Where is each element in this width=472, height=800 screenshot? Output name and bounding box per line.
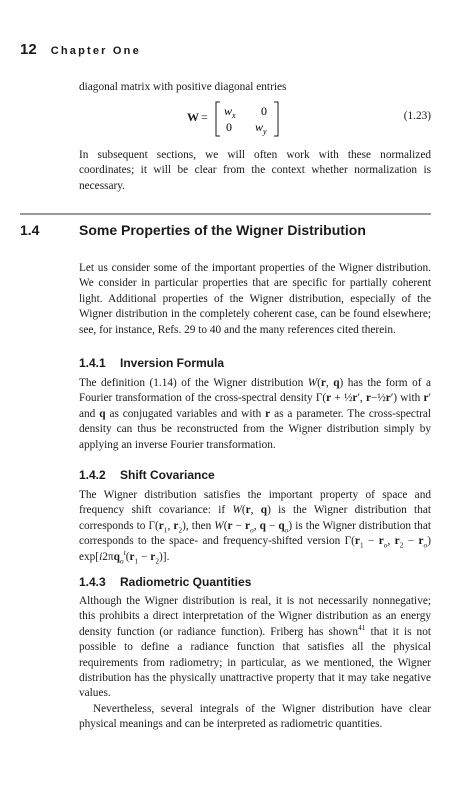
intro-text: diagonal matrix with positive diagonal entries [79,81,287,93]
subsection-3-title: Radiometric Quantities [120,575,252,589]
equation-number: (1.23) [403,110,431,122]
section-body: Let us consider some of the important properties of the Wigner distribution. We consider in particular properties that are specific for partially coherent light. Additional properties of the Wigner distribution, especially of the Wigner distribution in the completely coherent case, can be found elsewhere; see, for instance, Refs. 29 to 40 and the many references cited therein. [79,262,431,336]
subsection-heading-2 [79,468,215,482]
intro-paragraph [79,80,431,95]
matrix [215,100,279,138]
shift-covariance-paragraph [79,488,431,565]
equation-lhs: W [187,110,199,124]
section-intro-paragraph [79,261,431,338]
inversion-formula-paragraph [79,376,431,453]
reference-superscript: 41 [358,623,366,633]
running-header [20,41,141,59]
equation-equals: = [201,110,208,124]
subsection-heading-3 [79,575,251,589]
chapter-label: Chapter One [50,45,141,57]
section-divider [20,213,431,215]
section-number: 1.4 [20,222,40,238]
subsection-1-number: 1.4.1 [79,356,106,370]
after-equation-paragraph [79,148,431,194]
subsection-2-title: Shift Covariance [120,468,215,482]
matrix-m22: $w_y$ [255,120,267,136]
matrix-m12: 0 [261,104,267,118]
inversion-formula-text: The definition (1.14) of the Wigner distribution W(r, q) has the form of a Fourier transformation of the cross-spectral density Γ(r + ½r′, r−½r′) with r′ and q as conjugated variables and with r as a parameter. The cross-spectral density can thus be reconstructed from the Wigner distribution simply by applying an inverse Fourier transformation. [79,377,432,451]
subsection-3-number: 1.4.3 [79,575,106,589]
subsection-heading-1 [79,356,224,370]
section-title: Some Properties of the Wigner Distribution [79,222,366,238]
radiometric-paragraph-1: Although the Wigner distribution is real, it is not necessarily nonnegative; this prohibits a direct interpretation of the Wigner distribution as an energy density function (or radiance function). Friberg has shown$^{41}$ that it is not possible to define a radiance function that satisfies all the physical requirements from radiometry; in particular, as we mentioned, the Wigner distribution has the physically unattractive property that it may take negative values. [79,595,431,700]
after-equation-text: In subsequent sections, we will often work with these normalized coordinates; it will be clear from the context whether normalization is necessary. [79,149,431,192]
page-number: 12 [20,41,37,58]
matrix-m11: $w_x$ [224,104,236,120]
left-bracket [216,102,220,136]
radiometric-quantities-paragraphs [79,594,431,733]
matrix-m21: 0 [226,120,232,134]
subsection-1-title: Inversion Formula [120,356,225,370]
shift-covariance-text: The Wigner distribution satisfies the important property of space and frequency shift covariance: if W(r, q) is the Wigner distribution that corresponds to $\Gamma(r_1$, $r_2$), then $W(r - r_o$, $q - q_o$) is the Wigner distribution that corresponds to the space- and frequency-shifted version $\Gamma(r_1 - r_o$, $r_2 - r_o$) $\exp[i2\pi q_o^t(r_1 - r_2)]$. [79,489,431,565]
right-bracket [274,102,278,136]
equation-1-23 [79,100,431,138]
radiometric-paragraph-2: Nevertheless, several integrals of the Wigner distribution have clear physical meanings and can be interpreted as radiometric quantities. [79,702,431,731]
subsection-2-number: 1.4.2 [79,468,106,482]
